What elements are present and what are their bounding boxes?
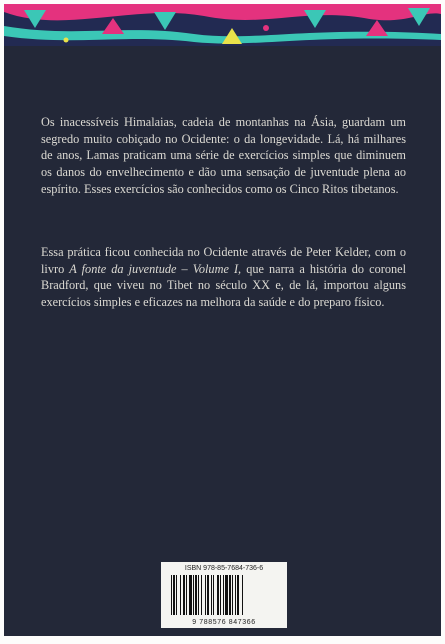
isbn-barcode bbox=[161, 562, 287, 628]
barcode-bar bbox=[217, 575, 219, 615]
barcode-bar bbox=[207, 575, 209, 615]
barcode-bar bbox=[220, 575, 221, 615]
barcode-bar bbox=[189, 575, 192, 615]
paragraph-text: Essa prática ficou conhecida no Ocidente através de Peter Kelder, com o livro bbox=[41, 245, 406, 276]
barcode-bar bbox=[213, 575, 214, 615]
paragraph-text: que narra a história do coronel Bradford, que viveu no Tibet no século XX e, de lá, importou alguns exercícios simples e eficazes na melhora da saúde e do preparo físico. bbox=[41, 261, 407, 310]
barcode-bar bbox=[237, 575, 239, 615]
pink-dot bbox=[263, 25, 269, 31]
barcode-bar bbox=[173, 575, 175, 615]
decorative-pattern-band bbox=[4, 4, 441, 46]
barcode-bar bbox=[180, 575, 181, 615]
barcode-bar bbox=[205, 575, 206, 615]
barcode-bar bbox=[235, 575, 236, 615]
barcode-bar bbox=[211, 575, 212, 615]
isbn-label: ISBN 978-85-7684-736-6 bbox=[184, 565, 264, 572]
barcode-bar bbox=[171, 575, 172, 615]
barcode-bar bbox=[225, 575, 228, 615]
barcode-bar bbox=[195, 575, 197, 615]
barcode-bar bbox=[201, 575, 202, 615]
pink-wave bbox=[4, 4, 441, 20]
barcode-bar bbox=[183, 575, 185, 615]
book-title: A fonte da juventude – Volume I, bbox=[69, 261, 242, 276]
barcode-digits: 9 788576 847366 bbox=[192, 619, 256, 626]
barcode-bar bbox=[229, 575, 231, 615]
barcode-bar bbox=[186, 575, 187, 615]
barcode-bar bbox=[198, 575, 199, 615]
synopsis-paragraph-2 bbox=[41, 244, 406, 310]
yellow-dot bbox=[64, 38, 69, 43]
back-cover bbox=[4, 4, 441, 636]
barcode-bar bbox=[232, 575, 233, 615]
barcode-bar bbox=[193, 575, 194, 615]
barcode-bar bbox=[176, 575, 177, 615]
barcode-bars bbox=[169, 575, 279, 615]
synopsis-paragraph-1: Os inacessíveis Himalaias, cadeia de montanhas na Ásia, guardam um segredo muito cobiçado no Ocidente: o da longevidade. Lá, há milhares de anos, Lamas praticam uma série de exercícios simples que diminuem os danos do envelhecimento e dão uma sensação de juventude plena ao espírito. Esses exercícios são conhecidos como os Cinco Ritos tibetanos. bbox=[41, 115, 406, 196]
barcode-bar bbox=[242, 575, 243, 615]
barcode-bar bbox=[223, 575, 224, 615]
